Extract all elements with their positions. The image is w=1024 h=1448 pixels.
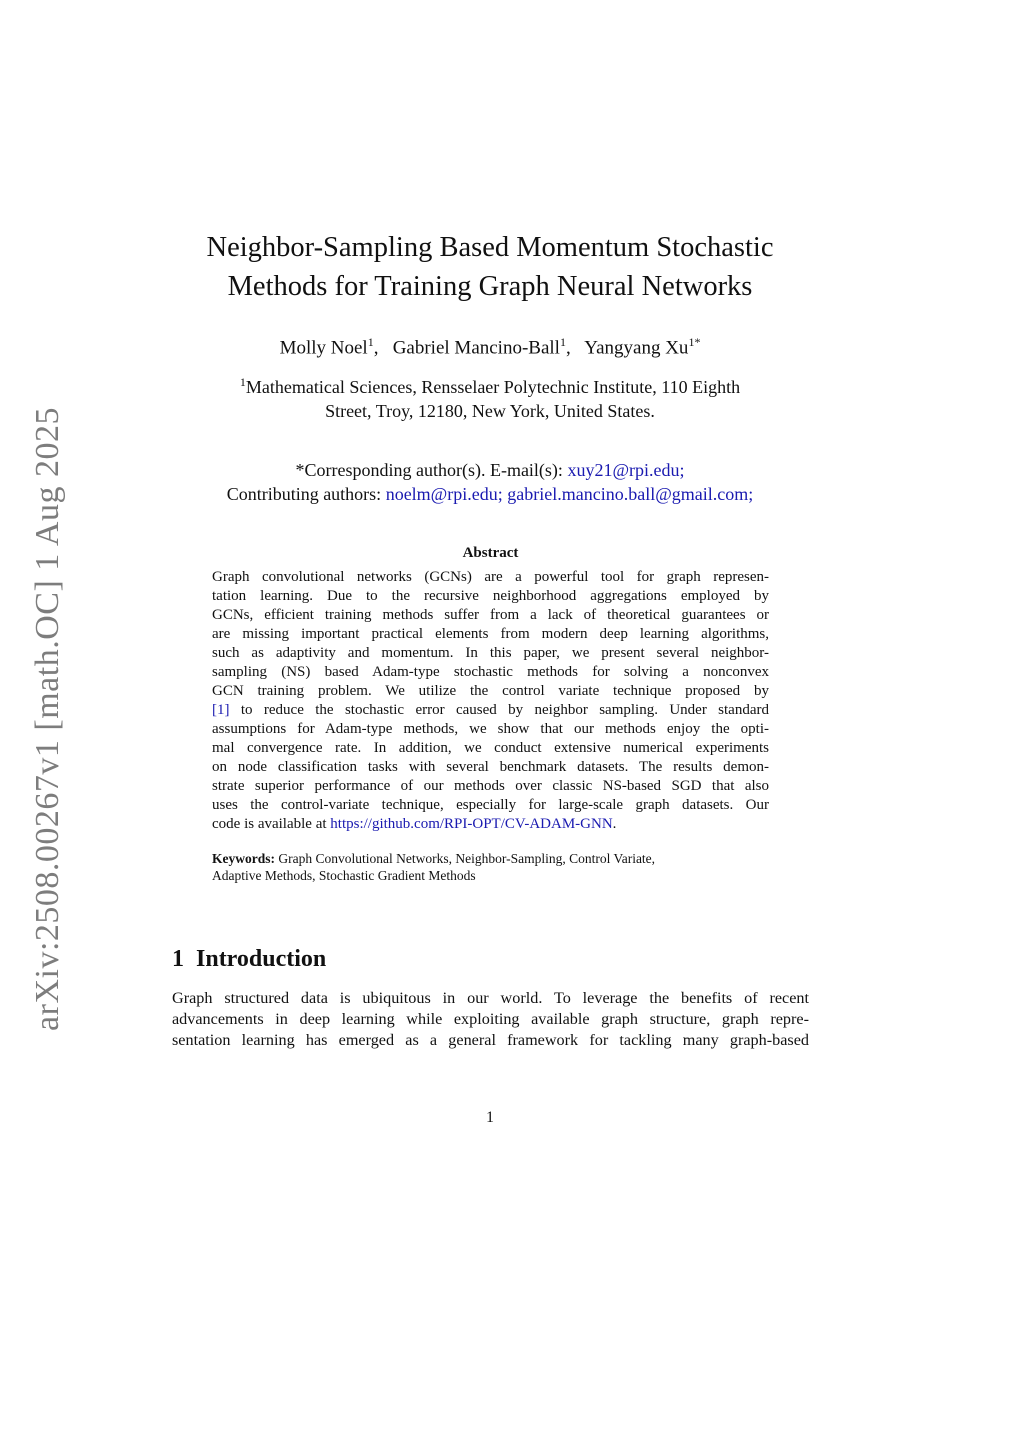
affiliation-line: Street, Troy, 12180, New York, United States. [325, 401, 655, 421]
body-line: sentation learning has emerged as a general framework for tackling many graph-based [172, 1031, 809, 1049]
abstract-heading: Abstract [462, 545, 519, 561]
abstract-line: are missing important practical elements from modern deep learning algorithms, [212, 626, 769, 642]
abstract-line: uses the control-variate technique, especially for large-scale graph datasets. Our [212, 797, 769, 813]
correspondence-label: *Corresponding author(s). E-mail(s): [295, 460, 568, 480]
author-name: Yangyang Xu [584, 337, 689, 359]
contributing-email-link[interactable]: gabriel.mancino.ball@gmail.com [507, 484, 749, 504]
author-affil-mark: 1 [367, 335, 374, 349]
section-number: 1 [172, 946, 184, 972]
author-name: Molly Noel [279, 337, 368, 359]
abstract-line: on node classification tasks with several benchmark datasets. The results demon- [212, 759, 769, 775]
abstract-line [212, 815, 769, 834]
abstract-line: GCN training problem. We utilize the control variate technique proposed by [212, 683, 769, 699]
abstract-line: GCNs, efficient training methods suffer from a lack of theoretical guarantees or [212, 607, 769, 623]
affiliation-line: Mathematical Sciences, Rensselaer Polytechnic Institute, 110 Eighth [245, 377, 741, 397]
abstract-line: such as adaptivity and momentum. In this paper, we present several neighbor- [212, 645, 769, 661]
body-line: advancements in deep learning while exploiting available graph structure, graph repre- [172, 1010, 809, 1028]
code-repository-link[interactable]: https://github.com/RPI-OPT/CV-ADAM-GNN [330, 816, 613, 832]
title-line: Neighbor-Sampling Based Momentum Stochastic [206, 232, 774, 263]
title-line: Methods for Training Graph Neural Networks [227, 271, 753, 302]
abstract-line: strate superior performance of our methods over classic NS-based SGD that also [212, 778, 769, 794]
abstract-body [212, 568, 769, 834]
section-title: Introduction [196, 946, 327, 972]
keywords-text: Graph Convolutional Networks, Neighbor-Sampling, Control Variate, [275, 851, 656, 866]
affiliation-mark: 1 [239, 375, 246, 389]
abstract-line [212, 701, 769, 720]
page-number: 1 [486, 1109, 494, 1126]
corresponding-email-link[interactable]: xuy21@rpi.edu [567, 460, 680, 480]
paper-title [170, 228, 810, 306]
abstract-line: Graph convolutional networks (GCNs) are a powerful tool for graph represen- [212, 569, 769, 585]
body-line: Graph structured data is ubiquitous in our world. To leverage the benefits of recent [172, 989, 809, 1007]
section-heading [172, 946, 326, 973]
abstract-line: tation learning. Due to the recursive neighborhood aggregations employed by [212, 588, 769, 604]
author-affil-mark: 1 [559, 335, 566, 349]
keywords-text: Adaptive Methods, Stochastic Gradient Methods [212, 868, 476, 883]
arxiv-stamp: arXiv:2508.00267v1 [math.OC] 1 Aug 2025 [29, 407, 66, 1031]
citation-link[interactable]: [1] [212, 702, 230, 718]
contributing-email-link[interactable]: noelm@rpi.edu [385, 484, 498, 504]
correspondence: *Corresponding author(s). E-mail(s): xuy21@rpi.edu; Contributing authors: noelm@rpi.edu; gabriel.mancino.ball@gmail.com; [226, 460, 754, 504]
code-availability-text: code is available at [212, 816, 331, 832]
code-availability-suffix: . [612, 816, 617, 832]
introduction-body [172, 988, 809, 1051]
abstract-line: mal convergence rate. In addition, we conduct extensive numerical experiments [212, 740, 769, 756]
affiliation [195, 370, 785, 423]
keywords [212, 850, 769, 884]
keywords-label: Keywords: [212, 851, 275, 866]
abstract-line: assumptions for Adam-type methods, we show that our methods enjoy the opti- [212, 721, 769, 737]
author-name: Gabriel Mancino-Ball [392, 337, 560, 359]
abstract-line: sampling (NS) based Adam-type stochastic methods for solving a nonconvex [212, 664, 769, 680]
author-affil-mark: 1* [688, 335, 701, 349]
contributing-label: Contributing authors: [226, 484, 386, 504]
author-list: Molly Noel$^1$, Gabriel Mancino-Ball$^1$, Yangyang $Xu^{1*}$ [279, 335, 701, 359]
abstract-line-text: to reduce the stochastic error caused by neighbor sampling. Under standard [229, 702, 769, 718]
